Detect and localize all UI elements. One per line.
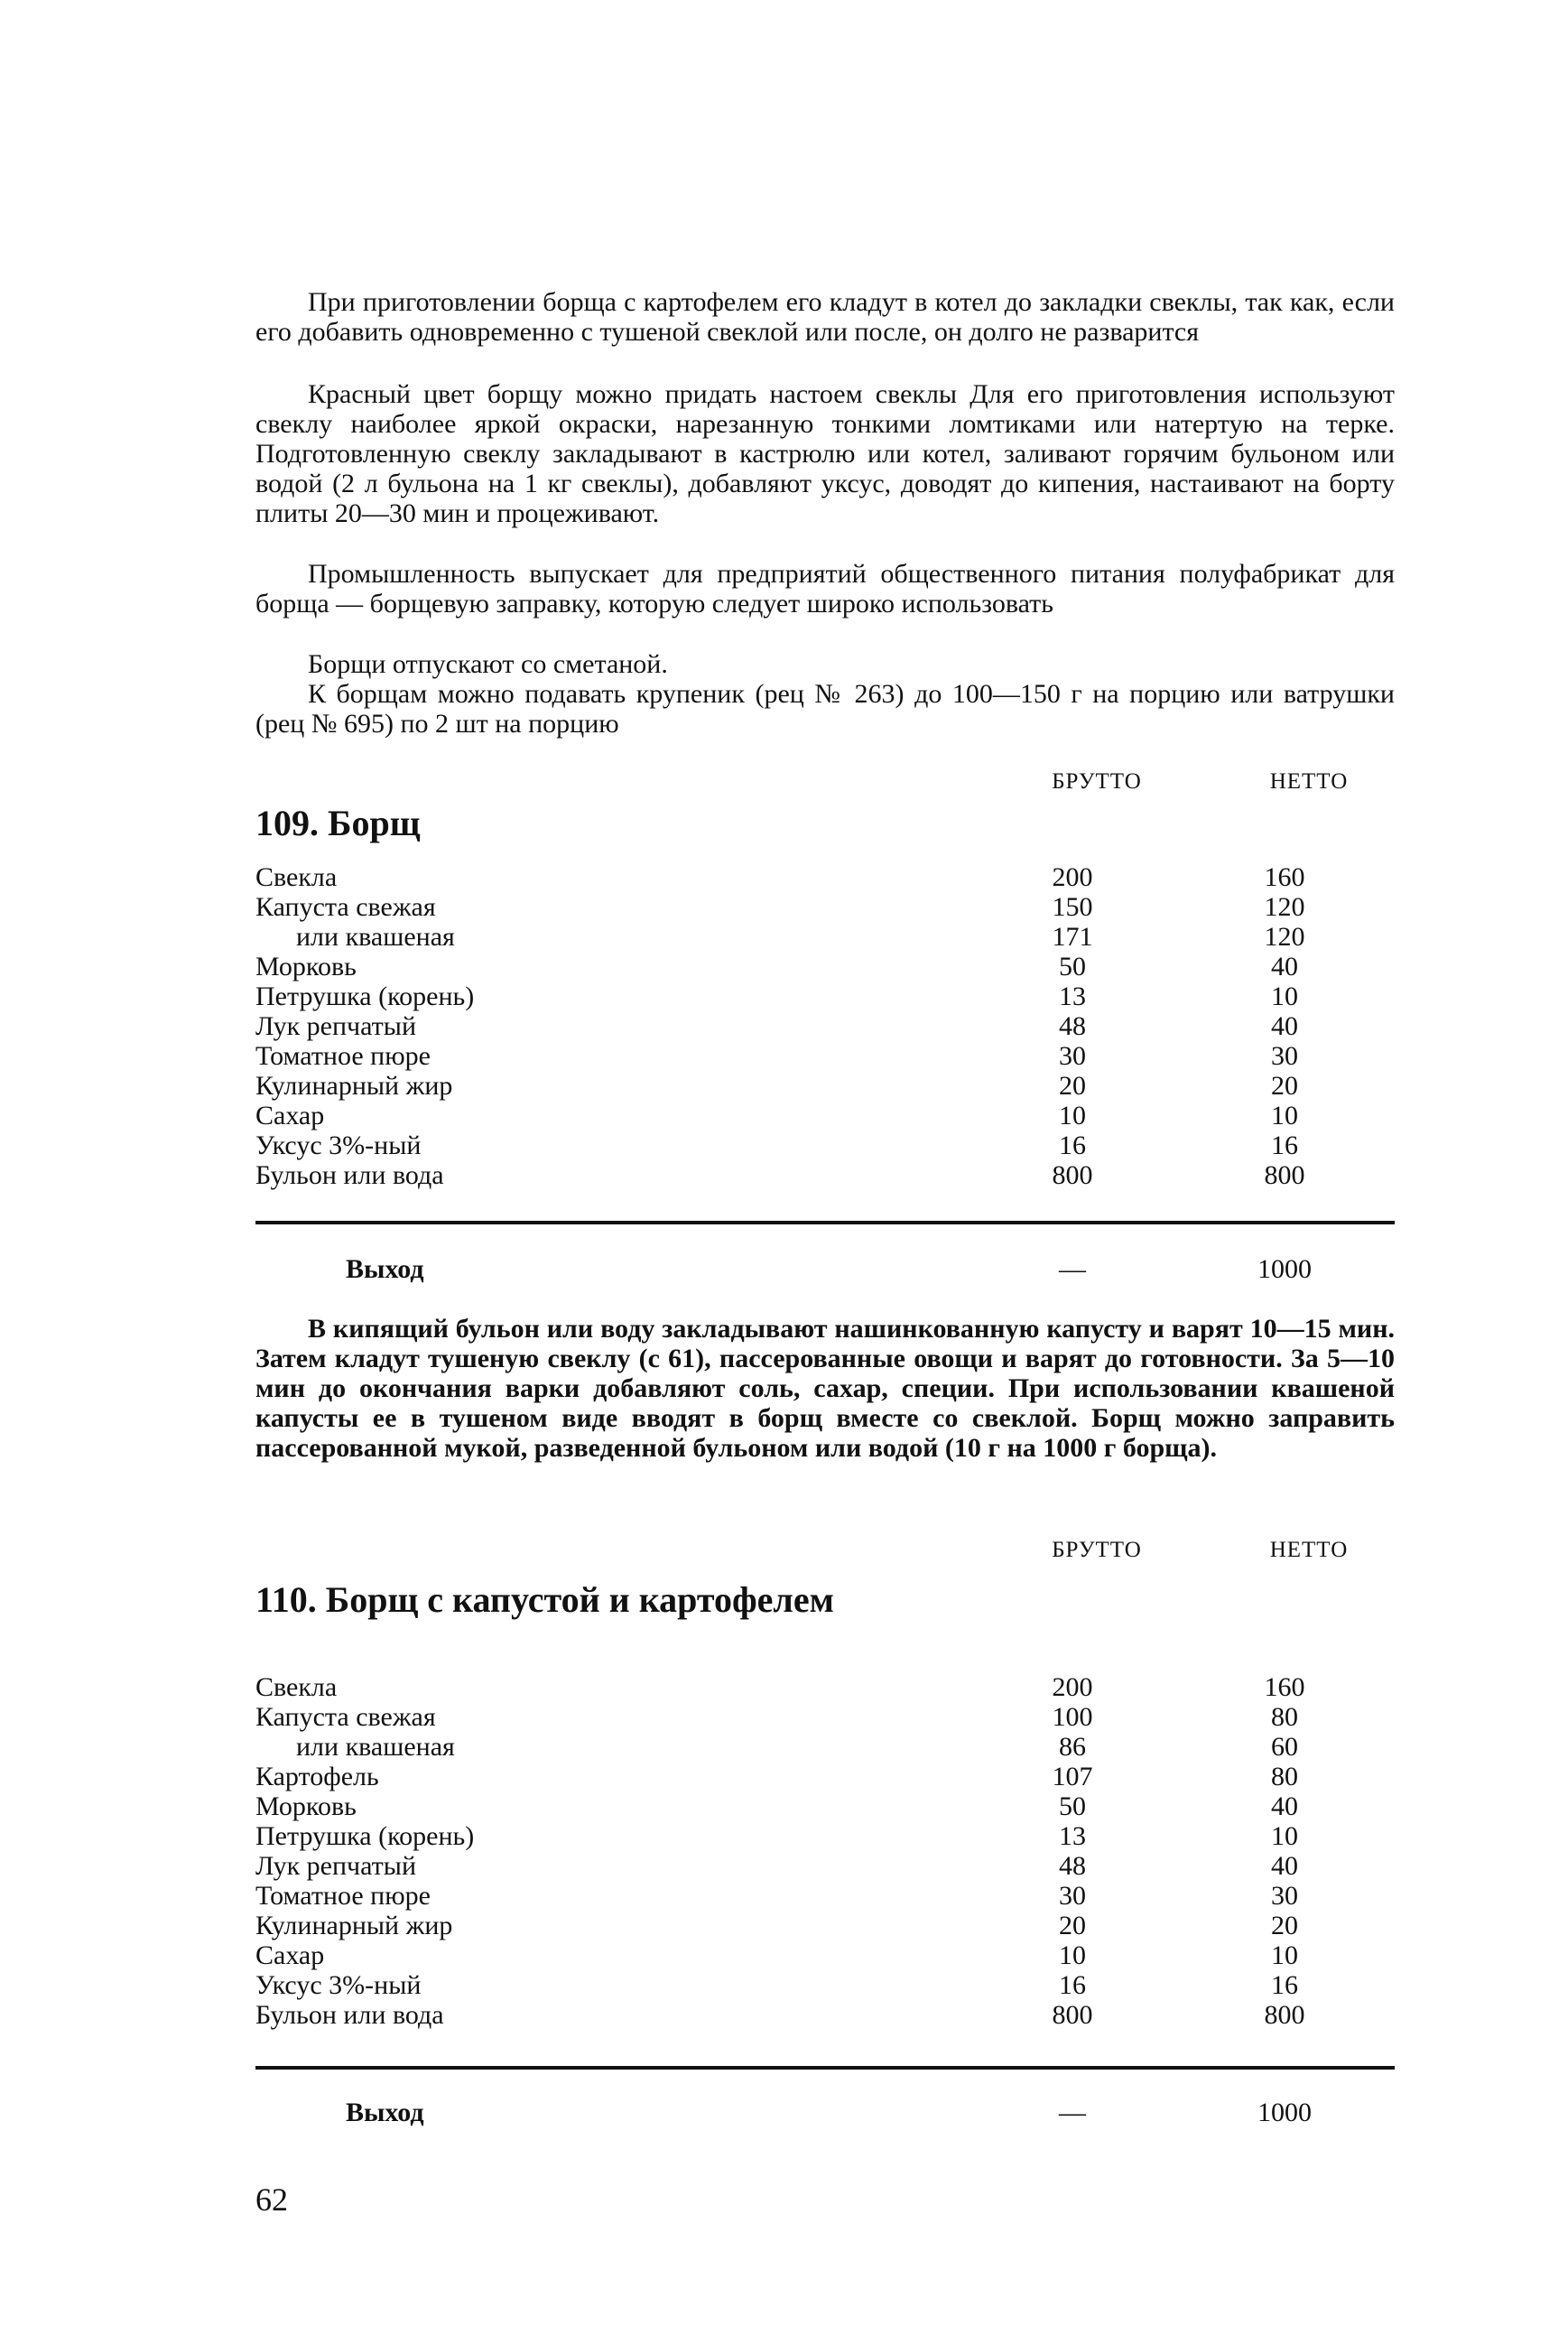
recipe-109-rule [255,1221,1395,1224]
ingredient-name: Уксус 3%-ный [255,1130,422,1160]
ingredient-name: Кулинарный жир [255,1071,453,1101]
ingredient-netto: 30 [1271,1041,1298,1071]
recipe-110-rule [255,2066,1395,2070]
recipe-109-ingredients [255,862,1395,1190]
ingredient-netto: 10 [1271,1940,1298,1970]
yield-label: Выход [346,1254,424,1284]
recipe-110-title: 110. Борщ с капустой и картофелем [255,1579,834,1620]
ingredient-name: Петрушка (корень) [255,982,475,1011]
page-number: 62 [255,2182,288,2218]
ingredient-row [255,1970,1395,2000]
ingredient-name: или квашеная [296,922,455,952]
ingredient-row [255,1762,1395,1791]
recipe-110-ingredients [255,1672,1395,2030]
ingredient-name: Томатное пюре [255,1881,431,1911]
netto-column-header: НЕТТО [1269,1538,1349,1562]
ingredient-netto: 80 [1271,1762,1298,1791]
ingredient-brutto: 50 [1059,1791,1086,1821]
ingredient-brutto: 800 [1052,2000,1093,2030]
ingredient-name: Лук репчатый [255,1011,416,1041]
ingredient-row [255,1071,1395,1101]
ingredient-brutto: 86 [1059,1732,1086,1762]
ingredient-brutto: 150 [1052,892,1093,922]
ingredient-brutto: 100 [1052,1702,1093,1732]
yield-brutto: — [1059,2098,1086,2127]
ingredient-name: Морковь [255,1791,357,1821]
ingredient-row [255,1821,1395,1851]
ingredient-name: Бульон или вода [255,2000,444,2030]
ingredient-row [255,1940,1395,1970]
ingredient-row [255,1911,1395,1940]
ingredient-brutto: 800 [1052,1160,1093,1190]
ingredient-brutto: 20 [1059,1071,1086,1101]
ingredient-row [255,1672,1395,1702]
ingredient-netto: 16 [1271,1130,1298,1160]
ingredient-name: Свекла [255,862,338,892]
intro-paragraph-3: Промышленность выпускает для предприятий общественного питания полуфабрикат для борща — борщевую заправку, которую следует широко использовать [255,559,1395,619]
yield-brutto: — [1059,1254,1086,1284]
recipe-109-title: 109. Борщ [255,803,421,843]
ingredient-netto: 10 [1271,1101,1298,1130]
ingredient-brutto: 200 [1052,862,1093,892]
ingredient-netto: 20 [1271,1071,1298,1101]
ingredient-row [255,1160,1395,1190]
ingredient-name: Лук репчатый [255,1851,416,1881]
ingredient-netto: 800 [1264,1160,1305,1190]
ingredient-name: Бульон или вода [255,1160,444,1190]
ingredient-name: Петрушка (корень) [255,1821,475,1851]
ingredient-row [255,1732,1395,1762]
ingredient-row [255,1101,1395,1130]
ingredient-netto: 80 [1271,1702,1298,1732]
ingredient-name: Картофель [255,1762,379,1791]
ingredient-netto: 40 [1271,1851,1298,1881]
ingredient-netto: 10 [1271,1821,1298,1851]
intro-paragraph-2: Красный цвет борщу можно придать настоем свеклы Для его приготовления используют свеклу наиболее яркой окраски, нарезанную тонкими ломтиками или натертую на терке. Подготовленную свеклу закладывают в кастрюлю или котел, заливают горячим бульоном или водой (2 л бульона на 1 кг свеклы), добавляют уксус, доводят до кипения, настаивают на борту плиты 20—30 мин и процеживают. [255,379,1395,528]
ingredient-netto: 120 [1264,922,1305,952]
intro-paragraph-5: К борщам можно подавать крупеник (рец № 263) до 100—150 г на порцию или ватрушки (рец № 695) по 2 шт на порцию [255,679,1395,739]
ingredient-netto: 40 [1271,952,1298,982]
yield-netto: 1000 [1257,2098,1312,2127]
intro-paragraph-1: При приготовлении борща с картофелем его кладут в котел до закладки свеклы, так как, если его добавить одновременно с тушеной свеклой или после, он долго не разварится [255,287,1395,347]
ingredient-name: Морковь [255,952,357,982]
ingredient-row [255,952,1395,982]
ingredient-netto: 30 [1271,1881,1298,1911]
ingredient-name: Капуста свежая [255,1702,436,1732]
ingredient-row [255,892,1395,922]
brutto-column-header: БРУТТО [1052,769,1142,794]
ingredient-brutto: 13 [1059,1821,1086,1851]
ingredient-name: Капуста свежая [255,892,436,922]
ingredient-brutto: 171 [1052,922,1093,952]
ingredient-brutto: 13 [1059,982,1086,1011]
ingredient-brutto: 20 [1059,1911,1086,1940]
ingredient-brutto: 200 [1052,1672,1093,1702]
yield-netto: 1000 [1257,1254,1312,1284]
ingredient-brutto: 10 [1059,1940,1086,1970]
ingredient-row [255,1702,1395,1732]
recipe-110-yield-row [255,2097,1395,2129]
ingredient-row [255,922,1395,952]
ingredient-netto: 120 [1264,892,1305,922]
ingredient-brutto: 16 [1059,1130,1086,1160]
ingredient-name: Свекла [255,1672,338,1702]
ingredient-row [255,1041,1395,1071]
ingredient-brutto: 107 [1052,1762,1093,1791]
netto-column-header: НЕТТО [1269,769,1349,794]
ingredient-netto: 16 [1271,1970,1298,2000]
ingredient-name: Уксус 3%-ный [255,1970,422,2000]
ingredient-row [255,1881,1395,1911]
ingredient-name: или квашеная [296,1732,455,1762]
yield-label: Выход [346,2098,424,2127]
ingredient-brutto: 48 [1059,1011,1086,1041]
ingredient-brutto: 10 [1059,1101,1086,1130]
ingredient-row [255,862,1395,892]
ingredient-brutto: 50 [1059,952,1086,982]
ingredient-netto: 20 [1271,1911,1298,1940]
recipe-109-method: В кипящий бульон или воду закладывают нашинкованную капусту и варят 10—15 мин. Затем кладут тушеную свеклу (с 61), пассерованные овощи и варят до готовности. За 5—10 мин до окончания варки добавляют соль, сахар, специи. При использовании квашеной капусты ее в тушеном виде вводят в борщ вместе со свеклой. Борщ можно заправить пассерованной мукой, разведенной бульоном или водой (10 г на 1000 г борща). [255,1314,1395,1463]
ingredient-brutto: 48 [1059,1851,1086,1881]
ingredient-row [255,982,1395,1011]
ingredient-brutto: 16 [1059,1970,1086,2000]
intro-paragraph-4: Борщи отпускают со сметаной. [308,649,668,679]
ingredient-brutto: 30 [1059,1881,1086,1911]
ingredient-netto: 60 [1271,1732,1298,1762]
ingredient-name: Сахар [255,1101,325,1130]
ingredient-row [255,1011,1395,1041]
ingredient-name: Сахар [255,1940,325,1970]
ingredient-row [255,1130,1395,1160]
ingredient-netto: 10 [1271,982,1298,1011]
brutto-column-header: БРУТТО [1052,1538,1142,1562]
ingredient-brutto: 30 [1059,1041,1086,1071]
ingredient-netto: 160 [1264,1672,1305,1702]
ingredient-netto: 40 [1271,1011,1298,1041]
ingredient-row [255,2000,1395,2030]
ingredient-name: Томатное пюре [255,1041,431,1071]
ingredient-netto: 800 [1264,2000,1305,2030]
recipe-109-yield-row [255,1253,1395,1286]
ingredient-name: Кулинарный жир [255,1911,453,1940]
ingredient-netto: 40 [1271,1791,1298,1821]
ingredient-row [255,1791,1395,1821]
ingredient-netto: 160 [1264,862,1305,892]
ingredient-row [255,1851,1395,1881]
